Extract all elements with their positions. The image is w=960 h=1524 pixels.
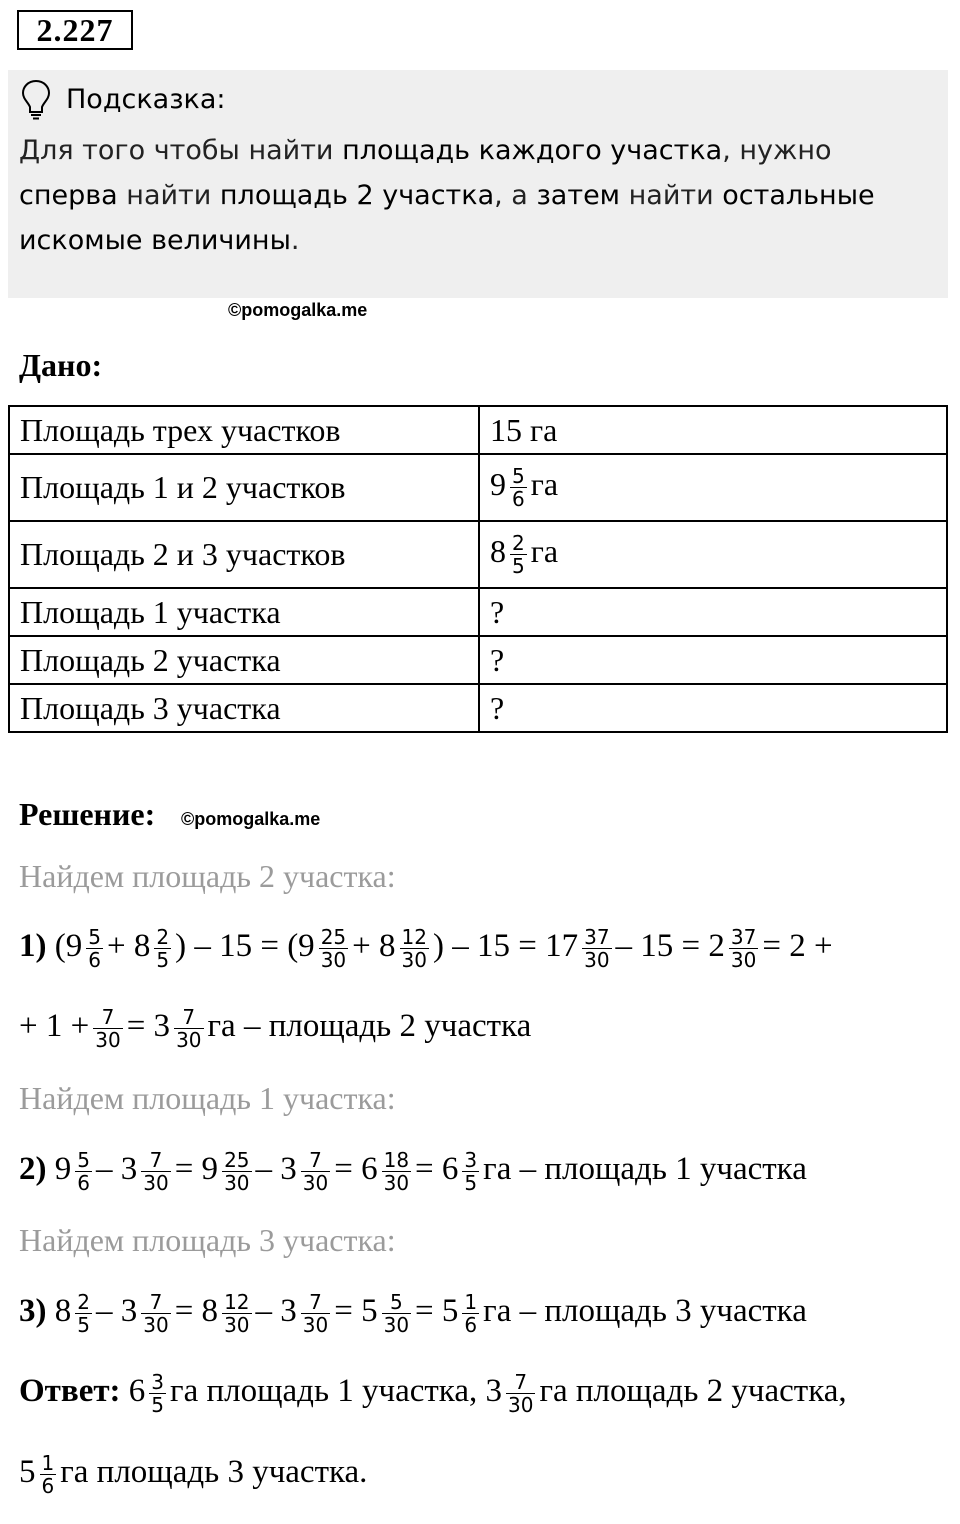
given-table — [8, 405, 948, 733]
step1-title: Найдем площадь 2 участка: — [19, 858, 396, 894]
row-value: 8 $\frac{2}{5}$ га — [479, 521, 947, 588]
row-label: Площадь 3 участка — [9, 684, 479, 732]
task-number: 2.227 — [17, 10, 133, 50]
watermark: ©pomogalka.me — [181, 809, 321, 829]
answer-line2: 5 $\frac{1}{6}$ га площадь 3 участка. — [19, 1450, 368, 1498]
row-value: 15 га — [479, 406, 947, 454]
row-label: Площадь 1 участка — [9, 588, 479, 636]
lightbulb-icon — [20, 79, 52, 121]
solution-heading: Решение: — [19, 796, 156, 832]
row-label: Площадь 2 участка — [9, 636, 479, 684]
table-row — [9, 406, 947, 454]
table-row — [9, 521, 947, 588]
step2-line: 2) 9 $\frac{5}{6}$ – 3 $\frac{7}{30}$ = 9 $\frac{25}{30}$ – 3 $\frac{7}{30}$ = 6 $\frac{18}{30}$ = 6 $\frac{3}{5}$ га – площадь 1 участка — [19, 1147, 807, 1195]
row-label: Площадь трех участков — [9, 406, 479, 454]
table-row — [9, 684, 947, 732]
table-row — [9, 636, 947, 684]
row-value: ? — [479, 684, 947, 732]
row-value: ? — [479, 588, 947, 636]
step1-line1: 1) (9 $\frac{5}{6}$ + 8 $\frac{2}{5}$ ) – 15 = (9 $\frac{25}{30}$ + 8 $\frac{12}{30}$ ) – 15 = 17 $\frac{37}{30}$ – 15 = 2 $\frac{37}{30}$ = 2 + — [19, 924, 833, 972]
table-row — [9, 588, 947, 636]
step2-title: Найдем площадь 1 участка: — [19, 1080, 396, 1116]
step3-line: 3) 8 $\frac{2}{5}$ – 3 $\frac{7}{30}$ = 8 $\frac{12}{30}$ – 3 $\frac{7}{30}$ = 5 $\frac{5}{30}$ = 5 $\frac{1}{6}$ га – площадь 3 участка — [19, 1289, 807, 1337]
given-heading: Дано: — [19, 347, 103, 383]
row-label: Площадь 1 и 2 участков — [9, 454, 479, 521]
answer-line1: Ответ: 6 $\frac{3}{5}$ га площадь 1 участка, 3 $\frac{7}{30}$ га площадь 2 участка, — [19, 1369, 847, 1417]
table-row — [9, 454, 947, 521]
hint-text: Для того чтобы найти площадь каждого участка, нужно сперва найти площадь 2 участка, а затем найти остальные искомые величины. — [19, 135, 875, 256]
step3-title: Найдем площадь 3 участка: — [19, 1222, 396, 1258]
step1-line2: + 1 + $\frac{7}{30}$ = 3 $\frac{7}{30}$ га – площадь 2 участка — [19, 1004, 532, 1052]
row-value: ? — [479, 636, 947, 684]
row-value: 9 $\frac{5}{6}$ га — [479, 454, 947, 521]
row-label: Площадь 2 и 3 участков — [9, 521, 479, 588]
watermark: ©pomogalka.me — [228, 300, 368, 320]
hint-title: Подсказка: — [66, 84, 226, 115]
